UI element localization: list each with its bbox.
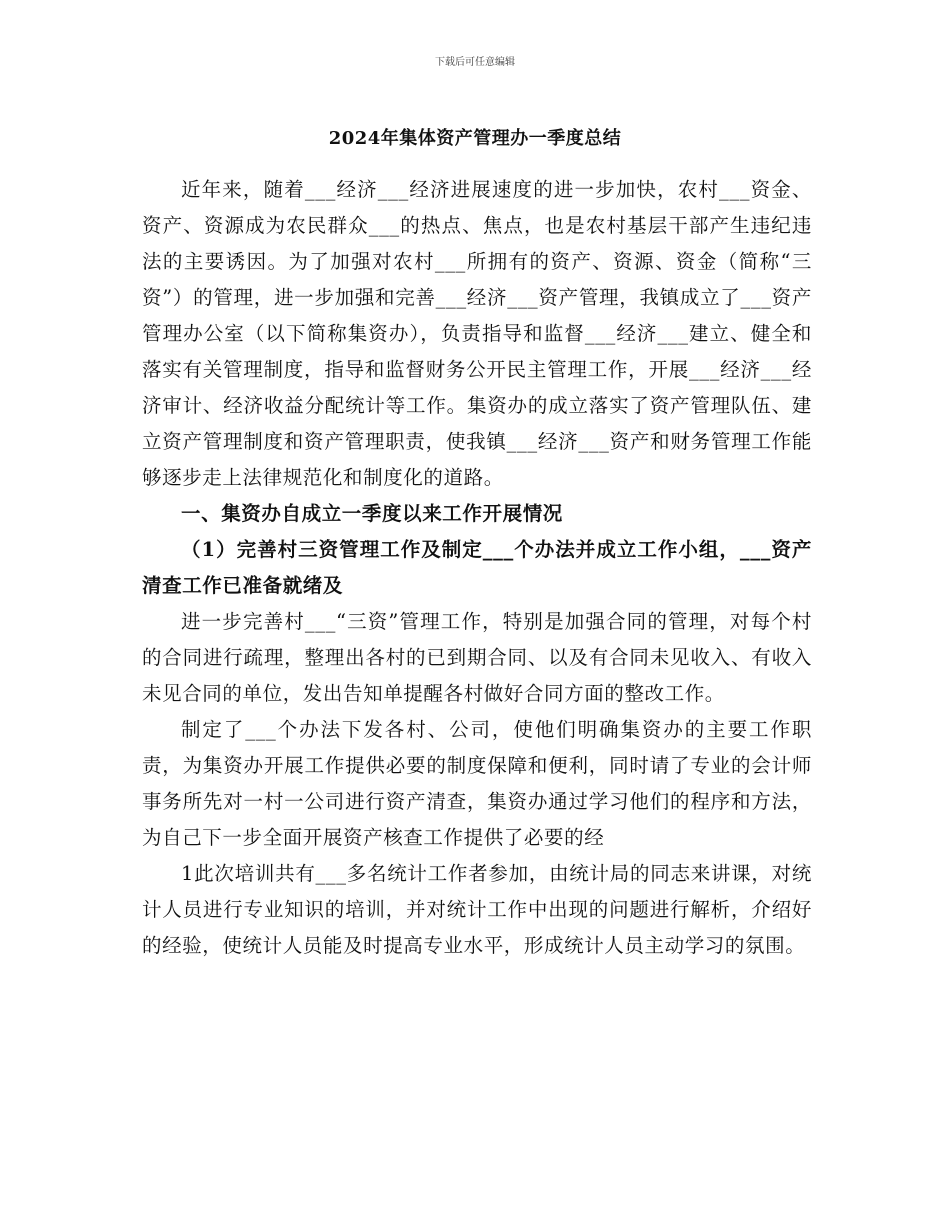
intro-paragraph: 近年来，随着___经济___经济进展速度的进一步加快，农村___资金、资产、资源成为农民群众___的热点、焦点，也是农村基层干部产生违纪违法的主要诱因。为了加强对农村___所拥有的资产、资源、资金（简称“三资”）的管理，进一步加强和完善___经济___资产管理，我镇成立了___资产管理办公室（以下简称集资办），负责指导和监督___经济___建立、健全和落实有关管理制度，指导和监督财务公开民主管理工作，开展___经济___经济审计、经济收益分配统计等工作。集资办的成立落实了资产管理队伍、建立资产管理制度和资产管理职责，使我镇___经济___资产和财务管理工作能够逐步走上法律规范化和制度化的道路。 [142,178,812,489]
subsection-heading: （1）完善村三资管理工作及制定___个办法并成立工作小组，___资产清查工作已准备就绪及 [142,538,812,597]
document-title: 2024年集体资产管理办一季度总结 [328,128,622,149]
training-paragraph: 1此次培训共有___多名统计工作者参加，由统计局的同志来讲课，对统计人员进行专业知识的培训，并对统计工作中出现的问题进行解析，介绍好的经验，使统计人员能及时提高专业水平，形成统计人员主动学习的氛围。 [142,862,812,957]
contract-paragraph: 进一步完善村___“三资”管理工作，特别是加强合同的管理，对每个村的合同进行疏理，整理出各村的已到期合同、以及有合同未见收入、有收入未见合同的单位，发出告知单提醒各村做好合同方面的整改工作。 [142,610,812,705]
section-heading: 一、集资办自成立一季度以来工作开展情况 [181,502,563,525]
document-body [142,172,812,964]
measures-paragraph: 制定了___个办法下发各村、公司，使他们明确集资办的主要工作职责，为集资办开展工作提供必要的制度保障和便利，同时请了专业的会计师事务所先对一村一公司进行资产清查，集资办通过学习他们的程序和方法，为自己下一步全面开展资产核查工作提供了必要的经 [142,718,812,849]
header-note: 下载后可任意编辑 [435,57,515,68]
